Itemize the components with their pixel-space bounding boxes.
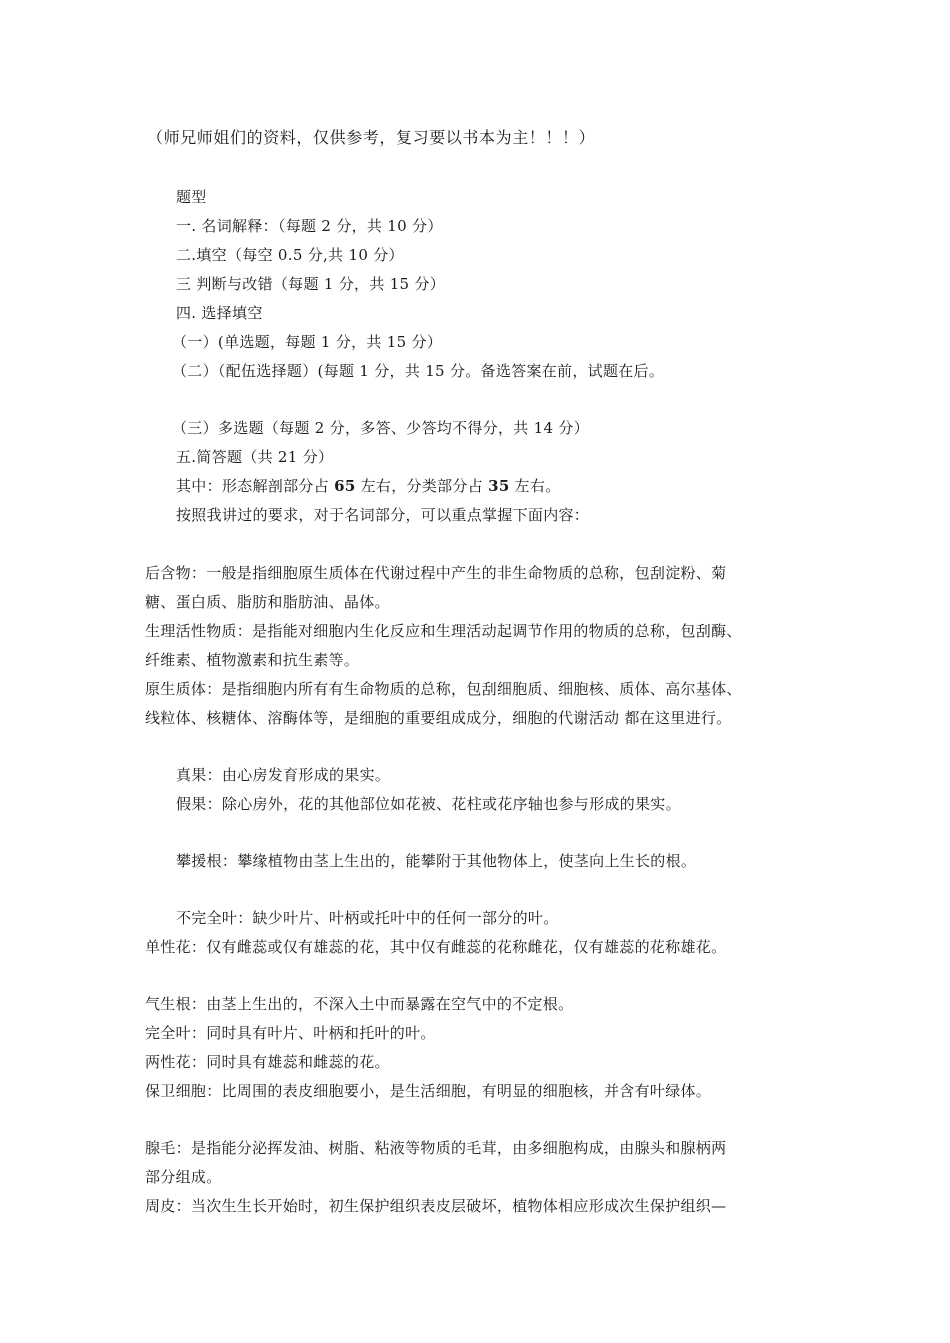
- score-ratio-line: [176, 475, 561, 497]
- question-type-subitem: （二）（配伍选择题）(每题 1 分，共 15 分。备选答案在前，试题在后。: [172, 362, 665, 380]
- question-type-item: 五.简答题（共 21 分）: [176, 448, 334, 466]
- question-type-item: 三 判断与改错（每题 1 分，共 15 分）: [176, 275, 446, 293]
- question-type-item: 四. 选择填空: [176, 304, 263, 322]
- term-definition-line: 部分组成。: [145, 1168, 222, 1186]
- classification-share: 35: [488, 477, 510, 495]
- term-definition-line: 单性花：仅有雌蕊或仅有雄蕊的花，其中仅有雌蕊的花称雌花，仅有雄蕊的花称雄花。: [145, 938, 727, 956]
- question-type-subitem: （三）多选题（每题 2 分，多答、少答均不得分，共 14 分）: [172, 419, 590, 437]
- term-definition-line: 完全叶：同时具有叶片、叶柄和托叶的叶。: [145, 1024, 436, 1042]
- term-definition-line: 线粒体、核糖体、溶酶体等，是细胞的重要组成成分，细胞的代谢活动 都在这里进行。: [145, 709, 732, 727]
- term-definition-line: 纤维素、植物激素和抗生素等。: [145, 651, 360, 669]
- question-type-item: 二.填空（每空 0.5 分,共 10 分）: [176, 246, 404, 264]
- question-types-title: 题型: [176, 188, 207, 206]
- term-definition-line: 后含物：一般是指细胞原生质体在代谢过程中产生的非生命物质的总称，包刮淀粉、菊: [145, 564, 727, 582]
- term-definition-line: 周皮：当次生生长开始时，初生保护组织表皮层破坏，植物体相应形成次生保护组织—: [145, 1197, 727, 1215]
- ratio-middle: 左右，分类部分占: [355, 477, 489, 495]
- term-definition-line: 气生根：由茎上生出的，不深入土中而暴露在空气中的不定根。: [145, 995, 574, 1013]
- term-definition-line: 保卫细胞：比周围的表皮细胞要小，是生活细胞，有明显的细胞核，并含有叶绿体。: [145, 1082, 712, 1100]
- reference-note: （师兄师姐们的资料，仅供参考，复习要以书本为主！！！）: [147, 128, 596, 147]
- term-definition-line: 糖、蛋白质、脂肪和脂肪油、晶体。: [145, 593, 390, 611]
- term-definition-line: 不完全叶：缺少叶片、叶柄或托叶中的任何一部分的叶。: [176, 909, 559, 927]
- term-definition-line: 原生质体：是指细胞内所有有生命物质的总称，包刮细胞质、细胞核、质体、高尔基体、: [145, 680, 742, 698]
- term-definition-line: 真果：由心房发育形成的果实。: [176, 766, 391, 784]
- ratio-suffix: 左右。: [509, 477, 561, 495]
- term-definition-line: 腺毛：是指能分泌挥发油、树脂、粘液等物质的毛茸，由多细胞构成，由腺头和腺柄两: [145, 1139, 727, 1157]
- morphology-share: 65: [334, 477, 356, 495]
- term-definition-line: 生理活性物质：是指能对细胞内生化反应和生理活动起调节作用的物质的总称，包刮酶、: [145, 622, 742, 640]
- term-definition-line: 攀援根：攀缘植物由茎上生出的，能攀附于其他物体上，使茎向上生长的根。: [176, 852, 697, 870]
- question-type-item: 一. 名词解释：（每题 2 分，共 10 分）: [176, 217, 443, 235]
- ratio-prefix: 其中：形态解剖部分占: [176, 477, 335, 495]
- question-type-subitem: （一）(单选题，每题 1 分，共 15 分）: [172, 333, 443, 351]
- term-definition-line: 假果：除心房外，花的其他部位如花被、花柱或花序轴也参与形成的果实。: [176, 795, 681, 813]
- term-definition-line: 两性花：同时具有雄蕊和雌蕊的花。: [145, 1053, 390, 1071]
- study-instruction: 按照我讲过的要求，对于名词部分，可以重点掌握下面内容：: [176, 506, 590, 524]
